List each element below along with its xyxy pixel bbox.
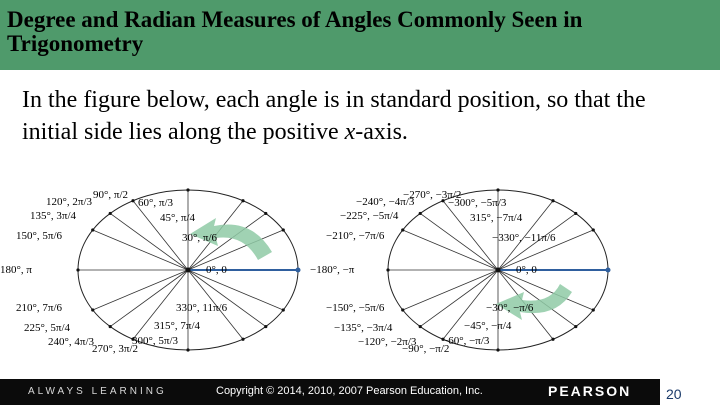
angle-point — [264, 212, 267, 215]
angle-point — [241, 199, 244, 202]
angle-point — [91, 308, 94, 311]
terminal-side-line — [110, 270, 188, 327]
angle-label: −45°, −π/4 — [464, 320, 512, 332]
angle-label: 30°, π/6 — [182, 232, 218, 244]
footer-brand-logo: PEARSON — [548, 383, 632, 399]
angle-label: 150°, 5π/6 — [16, 230, 63, 242]
angle-label: 225°, 5π/4 — [24, 322, 71, 334]
intro-variable: x — [344, 119, 356, 145]
angle-label: 300°, 5π/3 — [132, 335, 179, 347]
angle-label: 315°, 7π/4 — [154, 320, 201, 332]
angle-label: 210°, 7π/6 — [16, 302, 63, 314]
terminal-side-line — [403, 230, 498, 270]
angle-point — [186, 348, 189, 351]
angle-point — [264, 325, 267, 328]
angle-point — [496, 348, 499, 351]
angle-label: −180°, −π — [310, 264, 355, 276]
angle-label: 315°, −7π/4 — [470, 212, 523, 224]
angle-point — [109, 325, 112, 328]
angle-point — [574, 212, 577, 215]
angle-label: 60°, π/3 — [138, 197, 174, 209]
angle-label: −60°, −π/3 — [442, 335, 490, 347]
angle-label: 135°, 3π/4 — [30, 210, 77, 222]
footer-bar — [0, 379, 720, 405]
angle-label: −270°, −3π/2 — [403, 189, 462, 201]
intro-text-part2: -axis. — [355, 119, 408, 145]
footer-copyright: Copyright © 2014, 2010, 2007 Pearson Education, Inc. — [216, 385, 483, 397]
angle-label: −210°, −7π/6 — [326, 230, 385, 242]
angle-label: −240°, −4π/3 — [356, 196, 415, 208]
angle-label: −90°, −π/2 — [402, 343, 450, 355]
angle-label: −135°, −3π/4 — [334, 322, 393, 334]
angle-label: −30°, −π/6 — [486, 302, 534, 314]
origin-point — [186, 268, 191, 273]
angle-point — [109, 212, 112, 215]
angle-point — [551, 199, 554, 202]
angle-label: 0°, 0 — [206, 264, 227, 276]
angle-point — [574, 325, 577, 328]
angle-point — [592, 228, 595, 231]
angle-label: −330°, −11π/6 — [492, 232, 556, 244]
angle-label: 240°, 4π/3 — [48, 336, 95, 348]
angle-point — [296, 268, 301, 273]
angle-point — [282, 228, 285, 231]
terminal-side-line — [93, 270, 188, 310]
page-number: 20 — [666, 386, 682, 402]
terminal-side-line — [403, 270, 498, 310]
angle-label: 120°, 2π/3 — [46, 196, 93, 208]
terminal-side-line — [188, 270, 266, 327]
angle-point — [419, 325, 422, 328]
angle-point — [186, 188, 189, 191]
angle-point — [76, 268, 79, 271]
angle-label: 0°, 0 — [516, 264, 537, 276]
intro-text-part1: In the figure below, each angle is in standard position, so that the initial side lies along the positive — [22, 87, 646, 145]
negative-angles-figure — [310, 180, 650, 360]
terminal-side-line — [420, 270, 498, 327]
angle-point — [592, 308, 595, 311]
title-bar — [0, 0, 720, 70]
angle-label: 180°, π — [0, 264, 32, 276]
terminal-side-line — [93, 230, 188, 270]
angle-point — [241, 338, 244, 341]
angle-label: −150°, −5π/6 — [326, 302, 385, 314]
angle-point — [386, 268, 389, 271]
angle-label: 45°, π/4 — [160, 212, 196, 224]
positive-angles-figure — [0, 180, 340, 360]
angle-label: 270°, 3π/2 — [92, 343, 139, 355]
angle-label: −120°, −2π/3 — [358, 336, 417, 348]
angle-point — [401, 228, 404, 231]
angle-point — [606, 268, 611, 273]
intro-text — [22, 84, 702, 148]
angle-point — [496, 188, 499, 191]
angle-label: −225°, −5π/4 — [340, 210, 399, 222]
angle-point — [551, 338, 554, 341]
angle-point — [131, 199, 134, 202]
footer-tagline: ALWAYS LEARNING — [28, 386, 167, 397]
angle-point — [282, 308, 285, 311]
slide-title: Degree and Radian Measures of Angles Commonly Seen in Trigonometry — [7, 7, 583, 56]
angle-label: 330°, 11π/6 — [176, 302, 228, 314]
origin-point — [496, 268, 501, 273]
angle-point — [91, 228, 94, 231]
angle-label: 90°, π/2 — [93, 189, 129, 201]
angle-label: −300°, −5π/3 — [448, 197, 507, 209]
angle-point — [419, 212, 422, 215]
angle-point — [401, 308, 404, 311]
